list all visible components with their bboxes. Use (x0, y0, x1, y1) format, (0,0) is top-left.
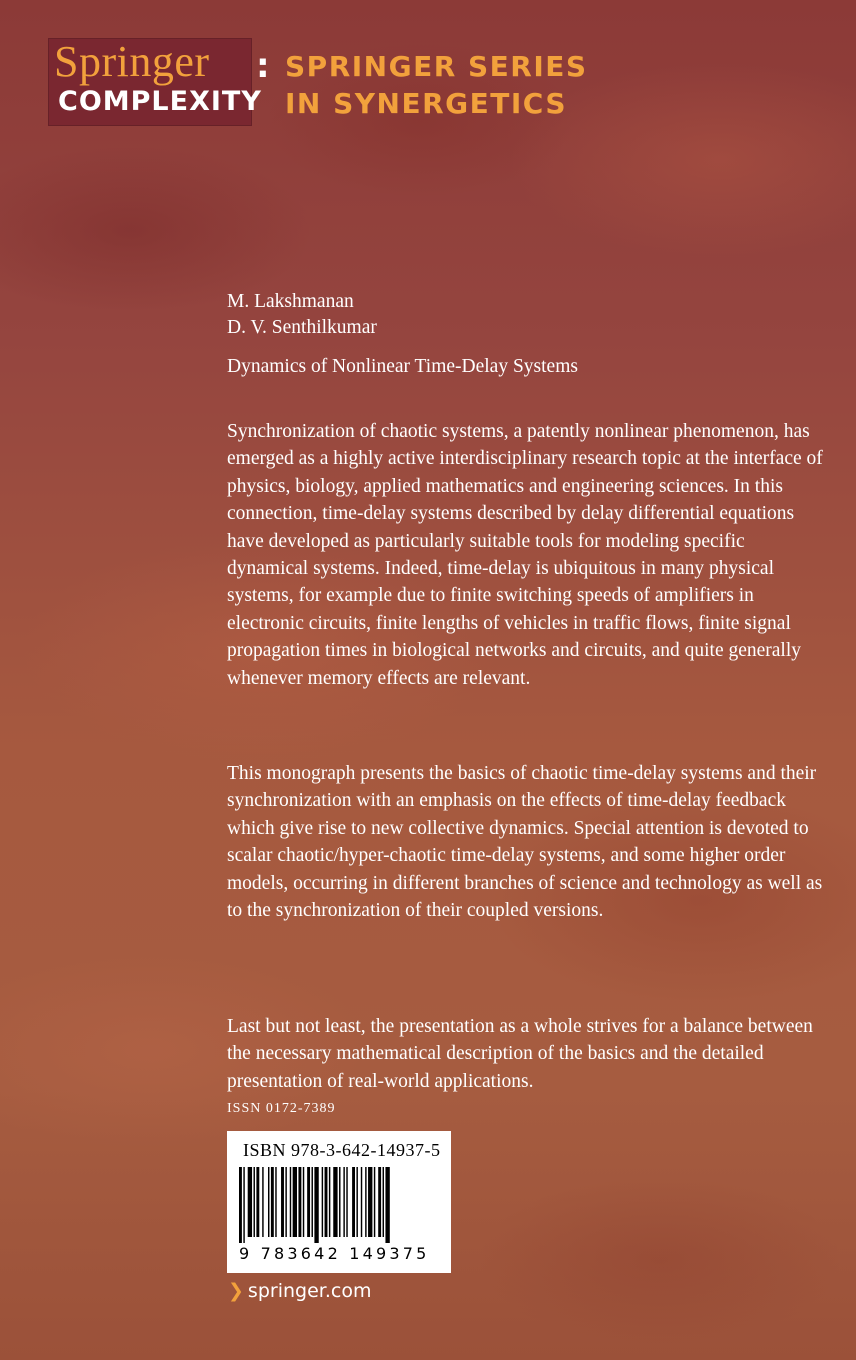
series-title-line-1: SPRINGER SERIES (285, 50, 588, 83)
barcode-bar (239, 1167, 242, 1243)
barcode-bar (378, 1167, 381, 1237)
author-name: D. V. Senthilkumar (227, 317, 377, 338)
chevron-right-icon: ❯ (228, 1280, 244, 1302)
issn-label: ISSN 0172-7389 (227, 1101, 336, 1116)
barcode-bar (303, 1167, 304, 1237)
barcode-bar (281, 1167, 284, 1237)
description-paragraph-1: Synchronization of chaotic systems, a patently nonlinear phenomenon, has emerged as a highly active interdisciplinary research topic at the interface of physics, biology, applied mathematics and engineering sciences. In this connection, time-delay systems described by delay differential equations have developed as particularly suitable tools for modeling specific dynamical systems. Indeed, time-delay is ubiquitous in many physical systems, for example due to finite switching speeds of amplifiers in electronic circuits, finite lengths of vehicles in traffic flows, finite signal propagation times in biological networks and circuits, and quite generally whenever memory effects are relevant. (227, 421, 823, 689)
barcode-bar (374, 1167, 375, 1237)
barcode-bar (290, 1167, 291, 1237)
logo-complexity-wordmark: COMPLEXITY (58, 86, 262, 117)
barcode-bar (346, 1167, 347, 1237)
description-paragraph-3: Last but not least, the presentation as a whole strives for a balance between the necessary mathematical description of the basics and the detailed presentation of real-world applications. (227, 1016, 813, 1092)
barcode-bar (314, 1167, 318, 1243)
barcode-bar (361, 1167, 362, 1237)
barcode-bar (248, 1167, 252, 1237)
barcode-bar (383, 1167, 384, 1237)
logo-separator: : (256, 46, 270, 86)
barcode-graphic (235, 1167, 443, 1243)
barcode-bar (262, 1167, 263, 1237)
barcode-bar (243, 1167, 244, 1243)
barcode-bar (275, 1167, 276, 1237)
author-list (227, 289, 377, 341)
barcode-bar (285, 1167, 286, 1237)
barcode-bar (352, 1167, 355, 1237)
logo-springer-wordmark: Springer (54, 37, 210, 86)
barcode-panel (227, 1131, 451, 1273)
barcode-bar (254, 1167, 255, 1237)
barcode-bar (322, 1167, 323, 1237)
barcode-bar (268, 1167, 269, 1237)
barcode-bar (325, 1167, 328, 1237)
barcode-digits: 9 783642 149375 (239, 1244, 430, 1263)
springer-complexity-logo (48, 37, 262, 126)
barcode-bar (343, 1167, 344, 1237)
barcode-bar (307, 1167, 310, 1237)
isbn-label: ISBN 978-3-642-14937-5 (243, 1140, 441, 1160)
barcode-bar (256, 1167, 259, 1237)
barcode-bar (298, 1167, 301, 1237)
barcode-bar (329, 1167, 330, 1237)
series-title-line-2: IN SYNERGETICS (285, 87, 568, 120)
description-paragraph-2: This monograph presents the basics of chaotic time-delay systems and their synchronization with an emphasis on the effects of time-delay feedback which give rise to new collective dynamics. Special attention is devoted to scalar chaotic/hyper-chaotic time-delay systems, and some higher order models, occurring in different branches of science and technology as well as to the synchronization of their coupled versions. (227, 763, 823, 922)
barcode-bar (271, 1167, 274, 1237)
barcode-bar (385, 1167, 389, 1243)
barcode-bar (333, 1167, 337, 1237)
series-title (285, 48, 588, 122)
barcode-bar (365, 1167, 366, 1237)
barcode-bar (312, 1167, 313, 1237)
barcode-bar (293, 1167, 297, 1237)
website-link[interactable] (228, 1280, 371, 1302)
website-label: springer.com (247, 1280, 372, 1302)
barcode-bar (356, 1167, 357, 1237)
barcode-bar (339, 1167, 340, 1237)
book-title: Dynamics of Nonlinear Time-Delay Systems (227, 356, 578, 377)
barcode-bar (368, 1167, 372, 1237)
author-name: M. Lakshmanan (227, 291, 354, 312)
